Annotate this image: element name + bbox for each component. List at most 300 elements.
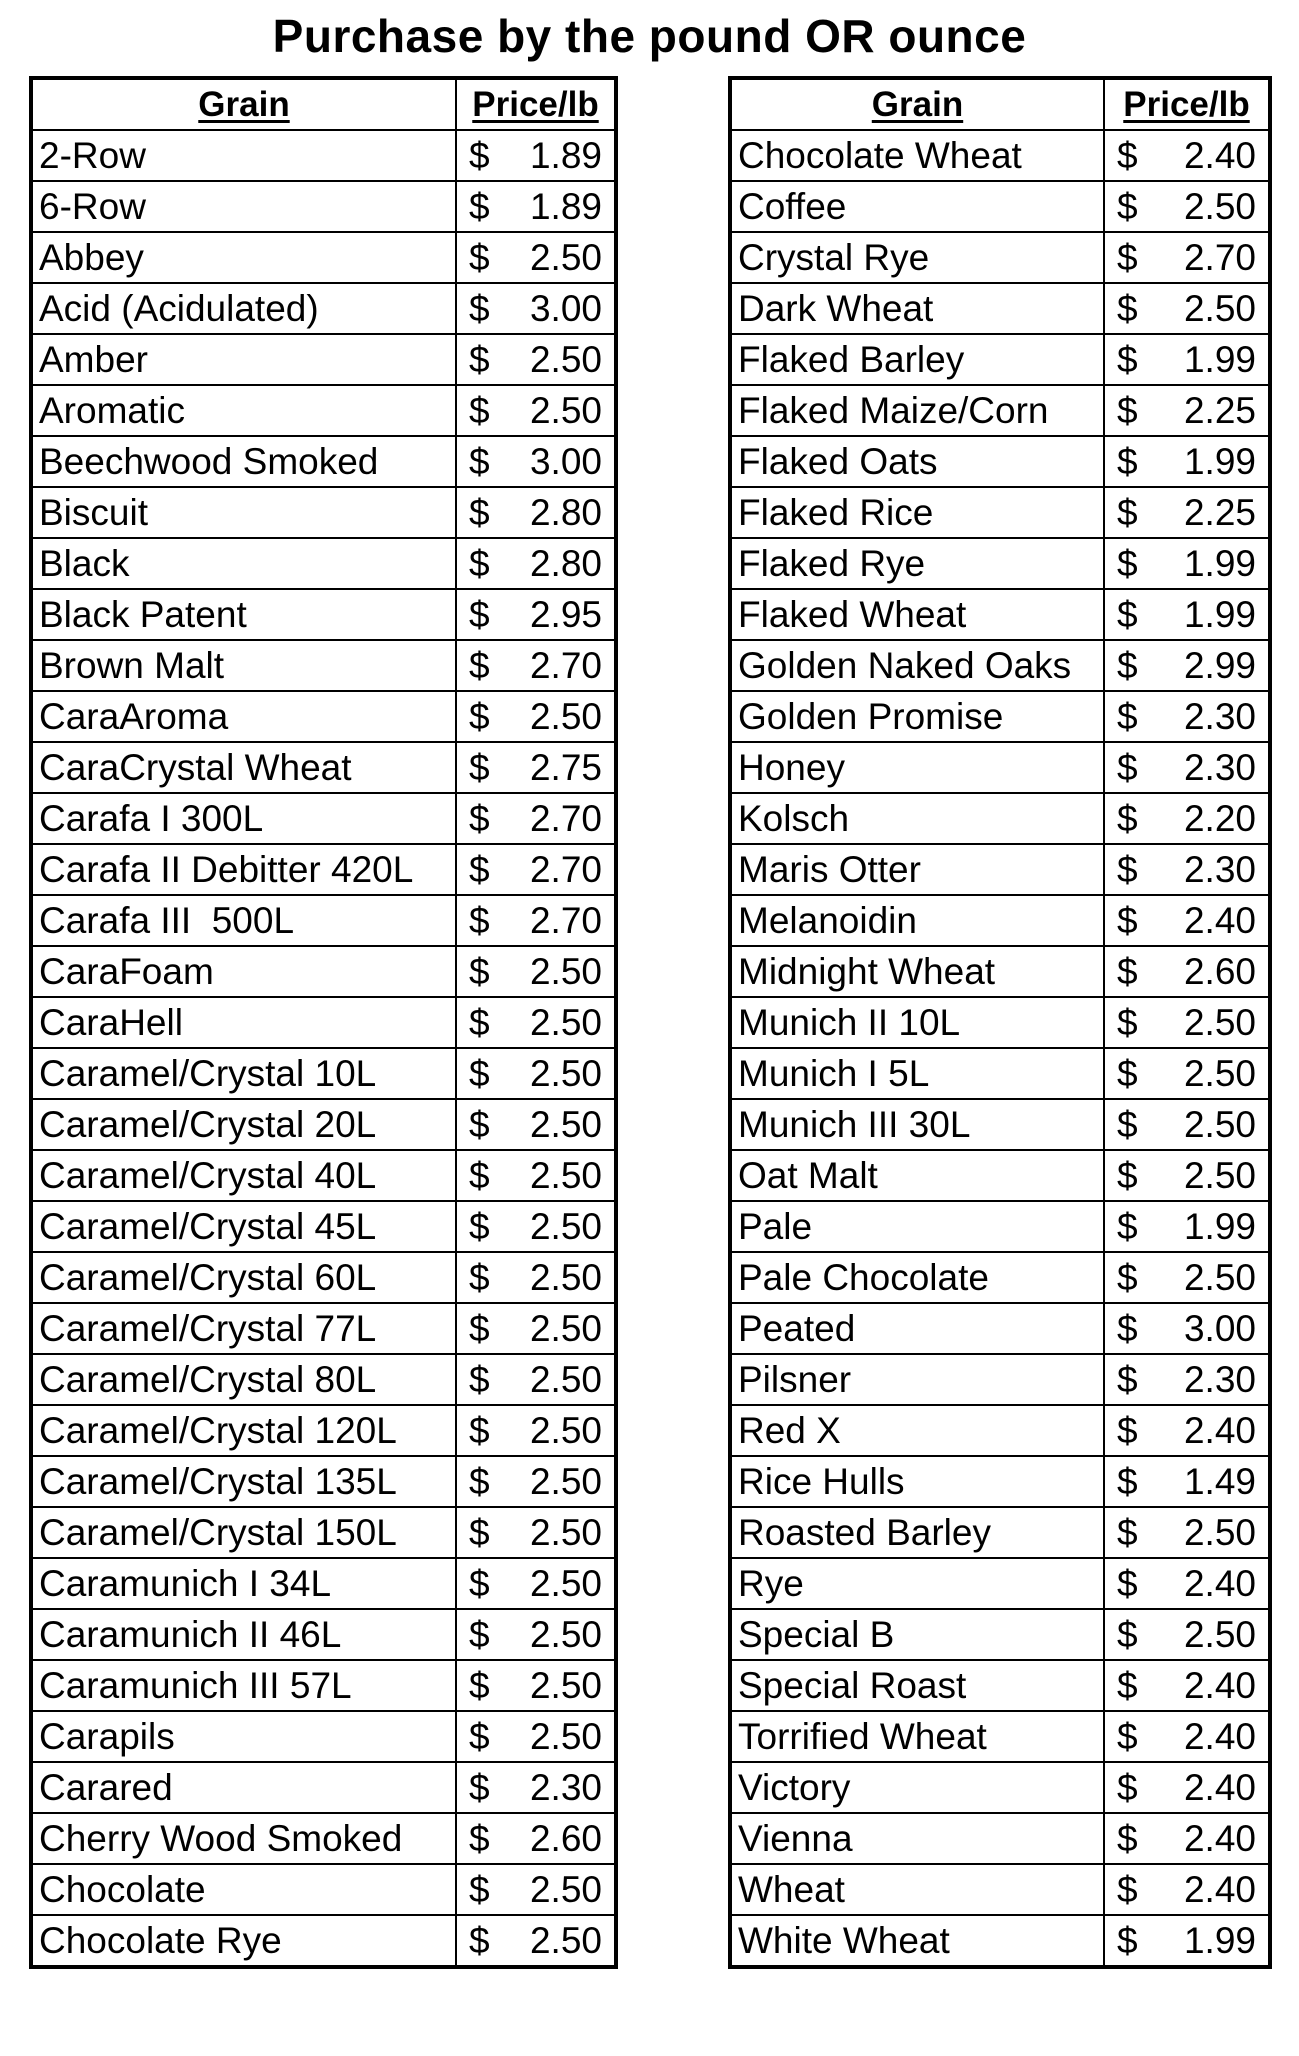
table-row: [730, 1864, 1270, 1915]
price-cell: [456, 1660, 616, 1711]
price-cell: [1104, 1099, 1270, 1150]
grain-name-cell: Pale: [730, 1201, 1104, 1252]
price-amount: 2.50: [529, 1053, 602, 1094]
price-amount: 2.50: [529, 1257, 602, 1298]
currency-symbol: $: [1117, 1665, 1138, 1706]
price-amount: 1.99: [1183, 1206, 1256, 1247]
price-amount: 2.95: [529, 594, 602, 635]
price-cell: [456, 997, 616, 1048]
grain-name-cell: Oat Malt: [730, 1150, 1104, 1201]
currency-symbol: $: [469, 1716, 490, 1757]
table-row: [730, 1201, 1270, 1252]
currency-symbol: $: [469, 1563, 490, 1604]
currency-symbol: $: [1117, 1920, 1138, 1961]
currency-symbol: $: [469, 1206, 490, 1247]
price-cell: [1104, 1405, 1270, 1456]
price-cell: [1104, 1711, 1270, 1762]
price-cell: [1104, 487, 1270, 538]
table-row: [730, 1609, 1270, 1660]
currency-symbol: $: [469, 900, 490, 941]
table-row: [31, 283, 616, 334]
price-cell: [456, 1099, 616, 1150]
table-row: [31, 334, 616, 385]
currency-symbol: $: [1117, 1359, 1138, 1400]
price-cell: [1104, 181, 1270, 232]
table-row: [31, 997, 616, 1048]
table-row: [730, 691, 1270, 742]
currency-symbol: $: [1117, 1767, 1138, 1808]
price-cell: [456, 1915, 616, 1967]
currency-symbol: $: [469, 1308, 490, 1349]
currency-symbol: $: [1117, 186, 1138, 227]
grain-name-cell: Victory: [730, 1762, 1104, 1813]
price-amount: 3.00: [529, 288, 602, 329]
table-row: [31, 1864, 616, 1915]
price-cell: [456, 946, 616, 997]
grain-name-cell: Special Roast: [730, 1660, 1104, 1711]
price-cell: [456, 1762, 616, 1813]
grain-name-cell: Munich III 30L: [730, 1099, 1104, 1150]
currency-symbol: $: [469, 339, 490, 380]
grain-name-cell: Coffee: [730, 181, 1104, 232]
currency-symbol: $: [469, 543, 490, 584]
table-row: [31, 385, 616, 436]
price-cell: [456, 1048, 616, 1099]
price-cell: [456, 283, 616, 334]
grain-name-cell: Flaked Rye: [730, 538, 1104, 589]
table-row: [31, 181, 616, 232]
table-row: [31, 742, 616, 793]
price-amount: 2.50: [529, 1206, 602, 1247]
currency-symbol: $: [1117, 1002, 1138, 1043]
price-amount: 2.50: [1183, 1104, 1256, 1145]
currency-symbol: $: [469, 1410, 490, 1451]
price-cell: [1104, 691, 1270, 742]
currency-symbol: $: [1117, 645, 1138, 686]
table-row: [31, 1354, 616, 1405]
currency-symbol: $: [469, 1614, 490, 1655]
grain-name-cell: Flaked Oats: [730, 436, 1104, 487]
price-amount: 2.50: [1183, 1614, 1256, 1655]
grain-name-cell: Dark Wheat: [730, 283, 1104, 334]
grain-name-cell: Peated: [730, 1303, 1104, 1354]
price-amount: 2.50: [529, 1563, 602, 1604]
grain-name-cell: Flaked Wheat: [730, 589, 1104, 640]
price-cell: [1104, 844, 1270, 895]
price-amount: 1.99: [1183, 594, 1256, 635]
grain-name-cell: Caramel/Crystal 20L: [31, 1099, 456, 1150]
table-row: [31, 1762, 616, 1813]
price-amount: 2.50: [529, 1359, 602, 1400]
price-cell: [1104, 946, 1270, 997]
grain-name-cell: Black: [31, 538, 456, 589]
price-cell: [456, 334, 616, 385]
price-cell: [456, 1609, 616, 1660]
price-amount: 2.60: [529, 1818, 602, 1859]
price-cell: [456, 844, 616, 895]
price-amount: 2.50: [1183, 1053, 1256, 1094]
grain-name-cell: White Wheat: [730, 1915, 1104, 1967]
price-cell: [456, 1201, 616, 1252]
table-row: [730, 1354, 1270, 1405]
table-row: [730, 538, 1270, 589]
price-cell: [456, 1558, 616, 1609]
grain-name-cell: Aromatic: [31, 385, 456, 436]
table-row: [730, 1660, 1270, 1711]
currency-symbol: $: [1117, 594, 1138, 635]
currency-symbol: $: [469, 594, 490, 635]
price-amount: 1.89: [529, 135, 602, 176]
table-row: [31, 1558, 616, 1609]
grain-name-cell: Honey: [730, 742, 1104, 793]
table-row: [730, 589, 1270, 640]
table-row: [31, 1252, 616, 1303]
currency-symbol: $: [469, 1155, 490, 1196]
grain-name-cell: Carafa II Debitter 420L: [31, 844, 456, 895]
currency-symbol: $: [469, 441, 490, 482]
price-amount: 2.50: [529, 1104, 602, 1145]
table-row: [730, 1303, 1270, 1354]
table-row: [31, 946, 616, 997]
price-cell: [1104, 1150, 1270, 1201]
currency-symbol: $: [469, 1920, 490, 1961]
table-row: [31, 130, 616, 181]
currency-symbol: $: [1117, 441, 1138, 482]
currency-symbol: $: [1117, 543, 1138, 584]
price-cell: [1104, 538, 1270, 589]
currency-symbol: $: [1117, 390, 1138, 431]
price-amount: 2.50: [529, 339, 602, 380]
price-cell: [456, 130, 616, 181]
grain-name-cell: Caramel/Crystal 77L: [31, 1303, 456, 1354]
grain-name-cell: Caramel/Crystal 10L: [31, 1048, 456, 1099]
grain-name-cell: Golden Naked Oaks: [730, 640, 1104, 691]
price-amount: 2.70: [529, 900, 602, 941]
grain-name-cell: Maris Otter: [730, 844, 1104, 895]
table-row: [31, 1405, 616, 1456]
table-row: [730, 181, 1270, 232]
price-cell: [1104, 1762, 1270, 1813]
price-cell: [456, 1252, 616, 1303]
grain-header-label: Grain: [198, 85, 290, 124]
price-amount: 2.30: [529, 1767, 602, 1808]
currency-symbol: $: [1117, 1716, 1138, 1757]
table-row: [31, 1303, 616, 1354]
table-row: [730, 1813, 1270, 1864]
price-amount: 2.50: [529, 1512, 602, 1553]
price-amount: 2.30: [1183, 1359, 1256, 1400]
page-title: Purchase by the pound OR ounce: [272, 10, 1027, 62]
grain-name-cell: Black Patent: [31, 589, 456, 640]
table-row: [730, 1762, 1270, 1813]
currency-symbol: $: [469, 798, 490, 839]
table-row: [730, 640, 1270, 691]
price-cell: [1104, 1660, 1270, 1711]
grain-name-cell: Crystal Rye: [730, 232, 1104, 283]
currency-symbol: $: [469, 492, 490, 533]
currency-symbol: $: [1117, 1257, 1138, 1298]
table-row: [31, 589, 616, 640]
table-row: [730, 997, 1270, 1048]
price-cell: [1104, 1558, 1270, 1609]
currency-symbol: $: [469, 186, 490, 227]
currency-symbol: $: [1117, 339, 1138, 380]
table-row: [31, 436, 616, 487]
table-row: [31, 1150, 616, 1201]
table-row: [730, 946, 1270, 997]
table-row: [730, 130, 1270, 181]
grain-name-cell: Roasted Barley: [730, 1507, 1104, 1558]
currency-symbol: $: [1117, 1410, 1138, 1451]
price-cell: [1104, 1813, 1270, 1864]
price-cell: [456, 793, 616, 844]
price-amount: 2.50: [529, 951, 602, 992]
grain-name-cell: Carared: [31, 1762, 456, 1813]
price-amount: 2.20: [1183, 798, 1256, 839]
grain-name-cell: Chocolate: [31, 1864, 456, 1915]
grain-name-cell: Flaked Maize/Corn: [730, 385, 1104, 436]
price-cell: [1104, 793, 1270, 844]
price-amount: 1.99: [1183, 441, 1256, 482]
grain-name-cell: Flaked Barley: [730, 334, 1104, 385]
table-row: [31, 1456, 616, 1507]
price-amount: 2.50: [1183, 1155, 1256, 1196]
currency-symbol: $: [469, 288, 490, 329]
table-row: [31, 1099, 616, 1150]
grain-name-cell: Caramunich III 57L: [31, 1660, 456, 1711]
price-amount: 2.40: [1183, 1716, 1256, 1757]
currency-symbol: $: [1117, 747, 1138, 788]
table-row: [730, 844, 1270, 895]
grain-name-cell: CaraHell: [31, 997, 456, 1048]
grain-name-cell: 2-Row: [31, 130, 456, 181]
price-cell: [1104, 1507, 1270, 1558]
price-cell: [1104, 640, 1270, 691]
grain-name-cell: Vienna: [730, 1813, 1104, 1864]
table-row: [730, 1507, 1270, 1558]
price-amount: 2.30: [1183, 849, 1256, 890]
currency-symbol: $: [469, 1512, 490, 1553]
table-row: [31, 1048, 616, 1099]
price-cell: [1104, 385, 1270, 436]
table-row: [730, 742, 1270, 793]
price-cell: [1104, 1456, 1270, 1507]
price-amount: 2.80: [529, 492, 602, 533]
price-column-header: [1104, 78, 1270, 130]
table-row: [730, 487, 1270, 538]
grain-name-cell: Beechwood Smoked: [31, 436, 456, 487]
price-header-label: Price/lb: [1123, 85, 1250, 124]
table-header-row: [730, 78, 1270, 130]
grain-name-cell: Caramel/Crystal 80L: [31, 1354, 456, 1405]
price-cell: [1104, 334, 1270, 385]
price-cell: [1104, 997, 1270, 1048]
table-row: [31, 1711, 616, 1762]
grain-name-cell: Acid (Acidulated): [31, 283, 456, 334]
table-row: [31, 1507, 616, 1558]
grain-price-table-left: [29, 76, 618, 1969]
grain-name-cell: Caramunich II 46L: [31, 1609, 456, 1660]
table-row: [730, 436, 1270, 487]
price-cell: [456, 1813, 616, 1864]
price-cell: [456, 487, 616, 538]
grain-name-cell: Caramel/Crystal 45L: [31, 1201, 456, 1252]
table-row: [730, 283, 1270, 334]
currency-symbol: $: [1117, 492, 1138, 533]
grain-name-cell: Golden Promise: [730, 691, 1104, 742]
price-amount: 2.99: [1183, 645, 1256, 686]
currency-symbol: $: [469, 1869, 490, 1910]
currency-symbol: $: [469, 1359, 490, 1400]
price-amount: 1.49: [1183, 1461, 1256, 1502]
grain-name-cell: Caramel/Crystal 40L: [31, 1150, 456, 1201]
price-amount: 2.50: [529, 1716, 602, 1757]
currency-symbol: $: [469, 1665, 490, 1706]
table-row: [730, 793, 1270, 844]
table-row: [31, 844, 616, 895]
currency-symbol: $: [469, 1053, 490, 1094]
currency-symbol: $: [1117, 798, 1138, 839]
price-amount: 2.70: [1183, 237, 1256, 278]
price-amount: 2.30: [1183, 696, 1256, 737]
price-cell: [456, 232, 616, 283]
grain-name-cell: Carafa III 500L: [31, 895, 456, 946]
price-amount: 2.50: [529, 1869, 602, 1910]
grain-name-cell: Chocolate Rye: [31, 1915, 456, 1967]
price-cell: [456, 385, 616, 436]
price-amount: 1.99: [1183, 339, 1256, 380]
price-amount: 2.50: [1183, 288, 1256, 329]
price-amount: 2.25: [1183, 492, 1256, 533]
grain-column-header: [31, 78, 456, 130]
grain-name-cell: Wheat: [730, 1864, 1104, 1915]
price-amount: 1.89: [529, 186, 602, 227]
price-amount: 2.50: [529, 1410, 602, 1451]
price-amount: 3.00: [1183, 1308, 1256, 1349]
price-cell: [456, 691, 616, 742]
price-cell: [456, 640, 616, 691]
price-cell: [456, 589, 616, 640]
grain-name-cell: Pilsner: [730, 1354, 1104, 1405]
table-row: [730, 1048, 1270, 1099]
table-row: [730, 1150, 1270, 1201]
price-amount: 2.40: [1183, 1818, 1256, 1859]
price-amount: 2.30: [1183, 747, 1256, 788]
table-row: [730, 1099, 1270, 1150]
price-cell: [1104, 283, 1270, 334]
grain-name-cell: Caramel/Crystal 150L: [31, 1507, 456, 1558]
grain-name-cell: Carapils: [31, 1711, 456, 1762]
price-cell: [456, 1405, 616, 1456]
price-amount: 2.60: [1183, 951, 1256, 992]
price-amount: 2.50: [529, 1614, 602, 1655]
price-cell: [456, 1864, 616, 1915]
currency-symbol: $: [1117, 696, 1138, 737]
price-cell: [1104, 589, 1270, 640]
price-cell: [1104, 1252, 1270, 1303]
table-row: [31, 691, 616, 742]
price-cell: [1104, 1609, 1270, 1660]
price-amount: 2.50: [1183, 1257, 1256, 1298]
price-amount: 2.70: [529, 645, 602, 686]
table-header-row: [31, 78, 616, 130]
price-amount: 2.70: [529, 849, 602, 890]
currency-symbol: $: [1117, 237, 1138, 278]
price-header-label: Price/lb: [472, 85, 599, 124]
table-row: [730, 232, 1270, 283]
currency-symbol: $: [1117, 1308, 1138, 1349]
grain-name-cell: CaraFoam: [31, 946, 456, 997]
currency-symbol: $: [469, 390, 490, 431]
currency-symbol: $: [469, 747, 490, 788]
price-cell: [1104, 742, 1270, 793]
price-amount: 2.70: [529, 798, 602, 839]
table-row: [31, 1609, 616, 1660]
price-amount: 2.50: [529, 237, 602, 278]
price-amount: 2.40: [1183, 1563, 1256, 1604]
grain-header-label: Grain: [871, 85, 964, 124]
currency-symbol: $: [469, 849, 490, 890]
table-row: [31, 1660, 616, 1711]
currency-symbol: $: [469, 1257, 490, 1298]
currency-symbol: $: [1117, 1512, 1138, 1553]
table-row: [730, 1405, 1270, 1456]
table-row: [31, 232, 616, 283]
grain-name-cell: Special B: [730, 1609, 1104, 1660]
price-amount: 2.50: [1183, 1002, 1256, 1043]
grain-name-cell: Cherry Wood Smoked: [31, 1813, 456, 1864]
currency-symbol: $: [469, 1767, 490, 1808]
grain-price-table-right: [728, 76, 1272, 1969]
price-amount: 2.80: [529, 543, 602, 584]
grain-name-cell: Caramel/Crystal 60L: [31, 1252, 456, 1303]
currency-symbol: $: [1117, 288, 1138, 329]
grain-name-cell: Amber: [31, 334, 456, 385]
table-row: [31, 640, 616, 691]
grain-name-cell: Brown Malt: [31, 640, 456, 691]
price-amount: 2.50: [529, 1308, 602, 1349]
price-amount: 2.40: [1183, 1767, 1256, 1808]
price-amount: 2.50: [529, 1920, 602, 1961]
price-cell: [1104, 1354, 1270, 1405]
currency-symbol: $: [469, 645, 490, 686]
grain-name-cell: Caramel/Crystal 120L: [31, 1405, 456, 1456]
price-cell: [456, 895, 616, 946]
grain-name-cell: Red X: [730, 1405, 1104, 1456]
table-row: [730, 1252, 1270, 1303]
table-row: [31, 1201, 616, 1252]
table-row: [31, 793, 616, 844]
grain-name-cell: Munich II 10L: [730, 997, 1104, 1048]
table-row: [31, 487, 616, 538]
price-amount: 2.50: [529, 696, 602, 737]
currency-symbol: $: [1117, 1818, 1138, 1859]
price-cell: [456, 1711, 616, 1762]
price-amount: 2.50: [529, 1155, 602, 1196]
price-amount: 2.40: [1183, 900, 1256, 941]
currency-symbol: $: [1117, 951, 1138, 992]
grain-name-cell: Melanoidin: [730, 895, 1104, 946]
price-cell: [456, 1354, 616, 1405]
price-amount: 2.50: [1183, 186, 1256, 227]
table-row: [730, 1915, 1270, 1967]
price-amount: 2.40: [1183, 1410, 1256, 1451]
price-cell: [456, 1507, 616, 1558]
price-amount: 2.50: [529, 1665, 602, 1706]
currency-symbol: $: [1117, 1155, 1138, 1196]
price-cell: [456, 1303, 616, 1354]
currency-symbol: $: [469, 135, 490, 176]
